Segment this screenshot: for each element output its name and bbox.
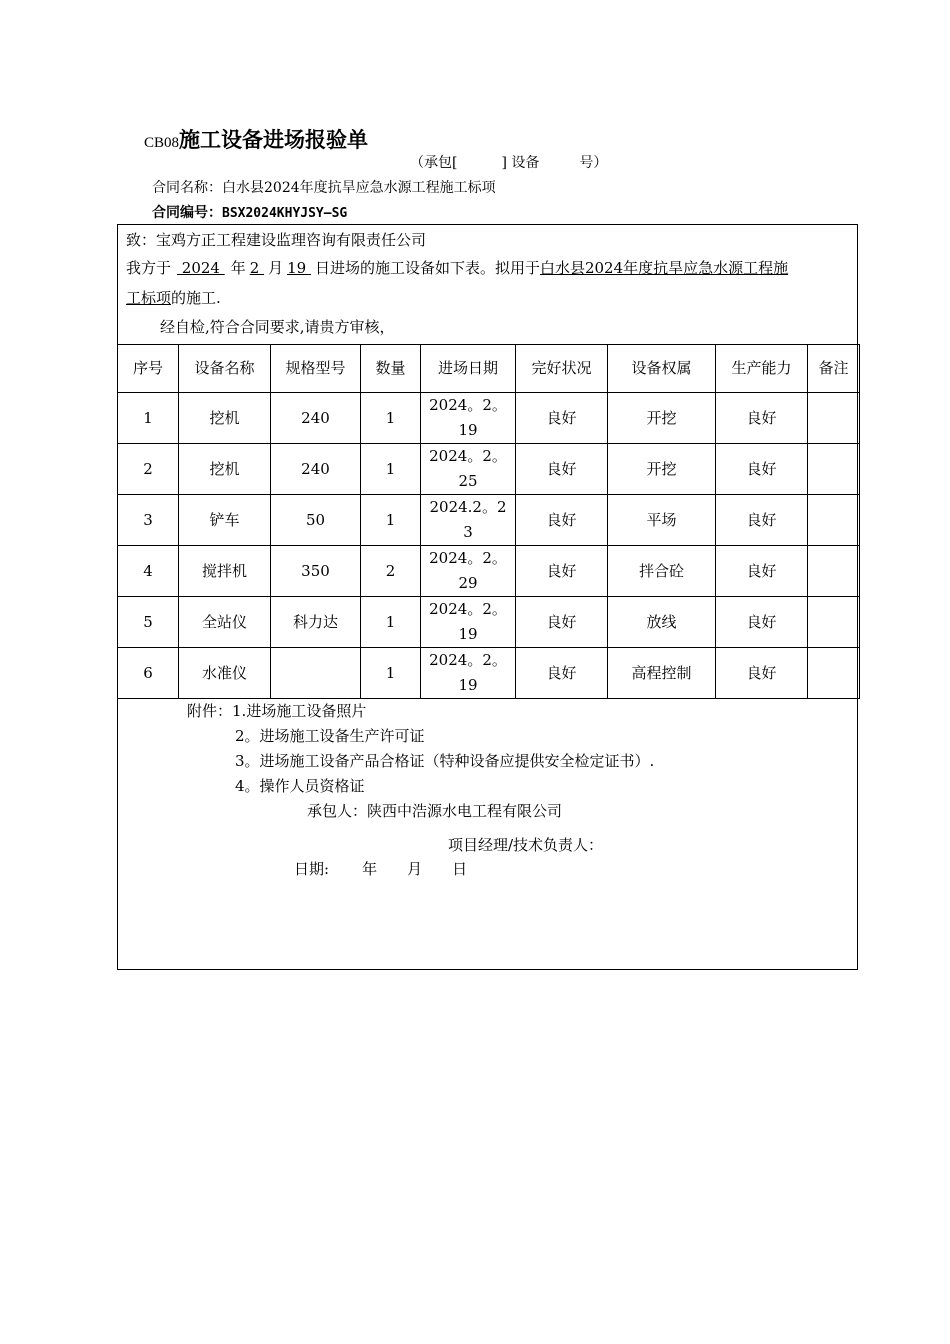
table-row [118,444,860,495]
header-date: 进场日期 [421,345,516,393]
equipment-table [117,344,860,699]
entry-statement-end: 的施工. [171,289,221,307]
table-header-row [118,345,860,393]
cell-date-line1: 2024。2。 [429,651,507,669]
cell-qty: 1 [361,444,421,495]
form-number-suffix: 号） [579,155,608,171]
cell-qty: 1 [361,648,421,699]
cell-remark [808,546,860,597]
cell-date-line1: 2024。2。 [429,396,507,414]
entry-year: 2024 [177,259,225,277]
contract-number-line [152,202,347,222]
header-condition: 完好状况 [516,345,608,393]
cell-date-line2: 19 [458,676,478,694]
cell-ownership: 平场 [608,495,716,546]
contract-name-line [152,177,496,197]
entry-year-suffix: 年 [230,259,246,277]
cell-remark [808,495,860,546]
cell-capacity: 良好 [716,546,808,597]
entry-statement-line2 [126,287,221,308]
form-title: 施工设备进场报验单 [179,128,369,152]
cell-date-line2: 25 [458,472,478,490]
cell-model: 240 [271,444,361,495]
cell-date [421,495,516,546]
date-day-label: 日 [452,860,468,878]
cell-date-line2: 19 [458,625,478,643]
cell-condition: 良好 [516,597,608,648]
cell-ownership: 高程控制 [608,648,716,699]
entry-day: 19 [287,259,311,277]
contractor-label: 承包人： [307,802,368,820]
entry-day-suffix: 日进场的施工设备如下表。拟用于 [314,259,540,277]
contractor-line [307,800,562,821]
header-ownership: 设备权属 [608,345,716,393]
cell-no: 3 [118,495,179,546]
document-title [144,124,368,154]
cell-date [421,444,516,495]
cell-condition: 良好 [516,648,608,699]
attachment-item-4: 4。操作人员资格证 [235,777,365,795]
table-row [118,546,860,597]
header-model: 规格型号 [271,345,361,393]
form-number-open: （承包[ [410,155,458,171]
cell-capacity: 良好 [716,648,808,699]
cell-capacity: 良好 [716,597,808,648]
cell-name: 全站仪 [179,597,271,648]
cell-no: 2 [118,444,179,495]
date-month-label: 月 [407,860,423,878]
cell-model: 240 [271,393,361,444]
cell-name: 搅拌机 [179,546,271,597]
cell-name: 挖机 [179,444,271,495]
cell-date-line2: 3 [463,523,473,541]
cell-ownership: 开挖 [608,393,716,444]
date-year-label: 年 [362,860,378,878]
form-code: CB08 [144,135,180,151]
header-capacity: 生产能力 [716,345,808,393]
header-qty: 数量 [361,345,421,393]
cell-date-line2: 19 [458,421,478,439]
cell-name: 水准仪 [179,648,271,699]
contract-number-value: BSX2024KHYJSY—SG [222,206,348,221]
cell-qty: 1 [361,495,421,546]
cell-condition: 良好 [516,444,608,495]
date-label: 日期: [294,860,330,878]
attachment-item-3: 3。进场施工设备产品合格证（特种设备应提供安全检定证书）. [235,752,655,770]
entry-statement-line1 [126,257,788,278]
date-line [294,858,467,879]
attachment-item-2: 2。进场施工设备生产许可证 [235,727,425,745]
entry-prefix: 我方于 [126,259,172,277]
cell-date-line1: 2024。2。 [429,600,507,618]
cell-remark [808,648,860,699]
cell-model: 50 [271,495,361,546]
form-number-mid: ] 设备 [501,155,540,171]
attachment-item-1 [187,700,366,721]
cell-model: 科力达 [271,597,361,648]
contract-name-value: 白水县2024年度抗旱应急水源工程施工标项 [222,180,496,196]
cell-model [271,648,361,699]
cell-name: 挖机 [179,393,271,444]
entry-month: 2 [249,259,265,277]
table-row [118,648,860,699]
header-no: 序号 [118,345,179,393]
form-number-line [410,152,607,172]
cell-capacity: 良好 [716,444,808,495]
header-remark: 备注 [808,345,860,393]
cell-date-line2: 29 [458,574,478,592]
cell-qty: 2 [361,546,421,597]
cell-no: 5 [118,597,179,648]
cell-condition: 良好 [516,495,608,546]
cell-condition: 良好 [516,546,608,597]
cell-capacity: 良好 [716,495,808,546]
cell-ownership: 开挖 [608,444,716,495]
table-row [118,393,860,444]
manager-signature-label: 项目经理/技术负责人： [448,836,604,854]
cell-date [421,546,516,597]
attachment-text: 1.进场施工设备照片 [232,702,367,720]
cell-qty: 1 [361,393,421,444]
cell-date-line1: 2024。2。 [429,447,507,465]
cell-condition: 良好 [516,393,608,444]
contract-number-label: 合同编号： [152,205,222,221]
contract-name-label: 合同名称： [152,180,222,196]
cell-remark [808,444,860,495]
cell-no: 6 [118,648,179,699]
cell-date [421,393,516,444]
cell-model: 350 [271,546,361,597]
cell-ownership: 放线 [608,597,716,648]
header-name: 设备名称 [179,345,271,393]
cell-date-line1: 2024.2。2 [429,498,507,516]
cell-remark [808,597,860,648]
cell-capacity: 良好 [716,393,808,444]
cell-date [421,597,516,648]
cell-qty: 1 [361,597,421,648]
project-name-part1: 白水县2024年度抗旱应急水源工程施 [539,259,789,277]
project-name-part2: 工标项 [126,289,172,307]
cell-remark [808,393,860,444]
cell-no: 4 [118,546,179,597]
cell-name: 铲车 [179,495,271,546]
attachments-label: 附件： [187,702,233,720]
contractor-name: 陕西中浩源水电工程有限公司 [367,802,563,820]
cell-no: 1 [118,393,179,444]
cell-date [421,648,516,699]
addressee-line: 致：宝鸡方正工程建设监理咨询有限责任公司 [126,231,427,249]
table-row [118,597,860,648]
self-check-line: 经自检,符合合同要求,请贵方审核， [160,318,395,336]
entry-month-suffix: 月 [268,259,284,277]
table-row [118,495,860,546]
cell-ownership: 拌合砼 [608,546,716,597]
cell-date-line1: 2024。2。 [429,549,507,567]
